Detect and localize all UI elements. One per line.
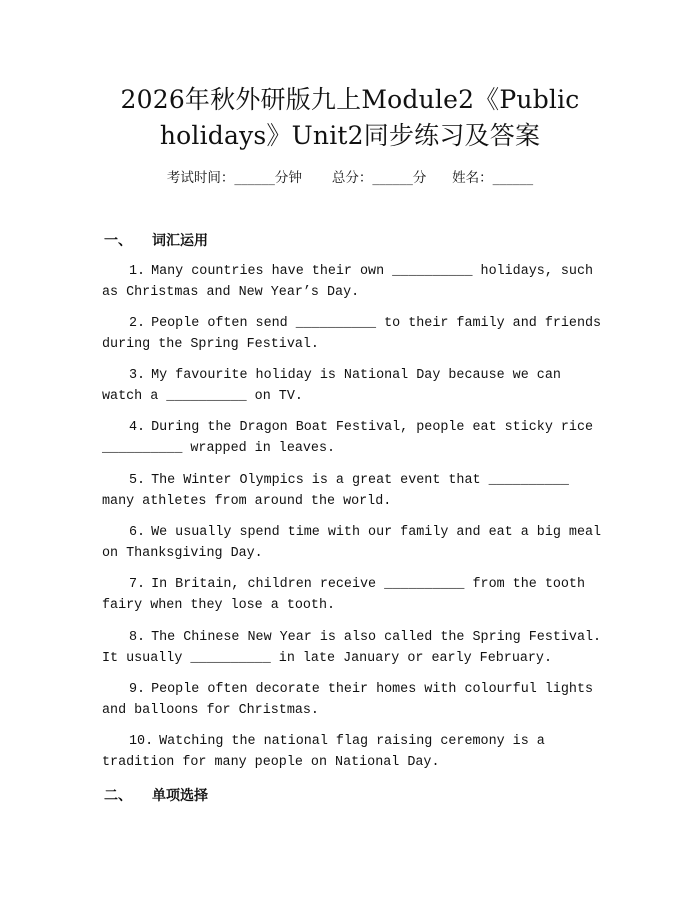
section-number: 一、: [104, 233, 132, 249]
question-number: 7.: [129, 577, 146, 592]
question-text: The Winter Olympics is a great event that __________ many athletes from around the world.: [102, 473, 569, 509]
question-text: The Chinese New Year is also called the Spring Festival. It usually __________ in late January or early February.: [102, 630, 602, 666]
question-text: In Britain, children receive __________ from the tooth fairy when they lose a tooth.: [102, 577, 586, 613]
total-score-field: 总分：______分: [331, 170, 427, 186]
question-item: [102, 417, 602, 459]
question-number: 1.: [129, 264, 146, 279]
question-item: [102, 261, 602, 303]
question-item: [102, 679, 602, 721]
question-item: [102, 627, 602, 669]
document-title: [90, 82, 610, 154]
student-name-field: 姓名：______: [452, 170, 534, 186]
question-item: [102, 522, 602, 564]
section-heading-multiple-choice: [104, 785, 208, 805]
question-item: [102, 470, 602, 512]
question-text: People often decorate their homes with colourful lights and balloons for Christmas.: [102, 682, 594, 718]
question-number: 2.: [129, 316, 146, 331]
question-number: 10.: [129, 734, 154, 749]
question-number: 3.: [129, 368, 146, 383]
question-number: 6.: [129, 525, 146, 540]
section-heading-vocabulary: [104, 230, 208, 250]
question-text: We usually spend time with our family and eat a big meal on Thanksgiving Day.: [102, 525, 602, 561]
question-number: 9.: [129, 682, 146, 697]
question-number: 8.: [129, 630, 146, 645]
question-number: 5.: [129, 473, 146, 488]
section-title: 词汇运用: [152, 233, 208, 249]
title-line-2: holidays》Unit2同步练习及答案: [159, 121, 541, 150]
question-item: [102, 574, 602, 616]
question-item: [102, 731, 602, 773]
question-item: [102, 365, 602, 407]
question-number: 4.: [129, 420, 146, 435]
section-title: 单项选择: [152, 788, 208, 804]
title-line-1: 2026年秋外研版九上Module2《Public: [120, 85, 580, 114]
exam-time-field: 考试时间：______分钟: [166, 170, 302, 186]
question-text: My favourite holiday is National Day because we can watch a __________ on TV.: [102, 368, 561, 404]
exam-meta-line: [0, 166, 700, 186]
question-text: Many countries have their own __________ holidays, such as Christmas and New Year’s Day.: [102, 264, 594, 300]
section-number: 二、: [104, 788, 132, 804]
question-text: Watching the national flag raising ceremony is a tradition for many people on National Day.: [102, 734, 545, 770]
question-text: During the Dragon Boat Festival, people eat sticky rice __________ wrapped in leaves.: [102, 420, 594, 456]
question-item: [102, 313, 602, 355]
question-text: People often send __________ to their family and friends during the Spring Festival.: [102, 316, 602, 352]
